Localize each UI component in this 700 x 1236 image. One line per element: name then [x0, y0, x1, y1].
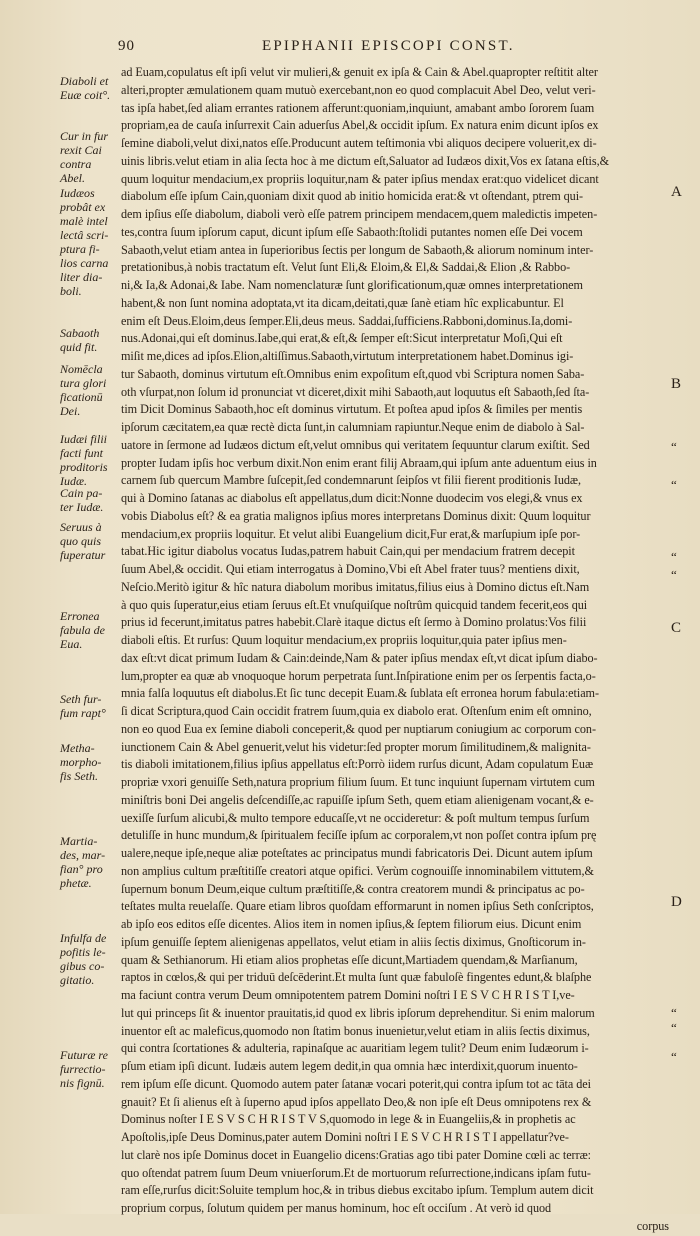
margin-note-line: Cur in fur — [60, 129, 109, 143]
page-number: 90 — [118, 38, 135, 54]
margin-note — [60, 186, 122, 298]
text-line: quam & Sethianorum. Hi etiam alios prophetas eſſe dicunt,Martiadem quendam,& Marſianum, — [121, 952, 578, 967]
text-line: ualere,neque ipſe,neque aliæ poteſtates ac principatus mundi fabricatoris Dei. Dicunt autem ipſum — [121, 846, 593, 860]
margin-note-line: Iudæos — [60, 186, 95, 200]
text-line: diaboli eſtis. Et rurſus: Quum loquitur mendacium,ex propriis loquitur,quia pater ipſius men- — [121, 633, 567, 647]
quotation-mark: “ — [671, 1005, 677, 1020]
text-line: habent,& non ſunt nomina adoptata,vt ita dicam,deitati,quæ ſanè etiam hîc explicabuntur. El — [121, 295, 564, 310]
text-line: non eo quod Eua ex ſemine diaboli conceperit,& quod per nuptiarum coniugium ac corporum con- — [121, 721, 596, 736]
text-line: ad Euam,copulatus eſt ipſi velut vir mulieri,& genuit ex ipſa & Cain & Abel.quapropter reſtitit alter — [121, 65, 598, 79]
margin-note-line: Cain pa- — [60, 486, 103, 500]
margin-note-line: malè intel — [60, 214, 108, 228]
margin-note-line: ficationū — [60, 390, 103, 404]
margin-note — [60, 931, 122, 987]
text-line: pretationibus,à nobis tractatum eſt. Velut ſunt Eli,& Eloim,& El,& Saddai,& Elion ,& Rabbo- — [121, 260, 571, 275]
margin-note-line: Infulfa de — [60, 931, 107, 945]
text-line: quum loquitur mendacium,ex propriis loquitur,nam & pater ipſius mendax erat:quo videlicet dicant — [121, 171, 599, 186]
margin-note — [60, 692, 122, 720]
text-line: ram eſſe,rurſus dicit:Soluite templum hoc,& in tribus diebus excitabo ipſum. Templum autem dicit — [121, 1183, 594, 1198]
margin-note-line: Sabaoth — [60, 326, 100, 340]
margin-note-line: Iudæi filii — [60, 432, 108, 446]
margin-note-line: Nomēcla — [60, 362, 103, 376]
text-line: alteri,propter æmulationem quam mutuò exercebant,non eo quod complacuit Abel Deo, velut veri- — [121, 82, 596, 97]
margin-note — [60, 486, 122, 514]
margin-note-line: morpho- — [60, 755, 102, 769]
margin-note-line: lios carna — [60, 256, 109, 270]
text-line: teſtates multa reuelaſſe. Quare etiam libros quoſdam efformarunt in nomen ipſius Seth conſcriptos, — [121, 899, 594, 914]
margin-note-line: des, mar- — [60, 848, 106, 862]
text-line: tas ipſa habet,ſed aliam errantes rationem afferunt:quoniam,inquiunt, amabant ambo ſororem ſuam — [121, 100, 595, 115]
margin-note-line: quo quis — [60, 534, 102, 548]
text-line: ab ipſo eos editos eſſe dicentes. Alios item in nomen ipſius,& ſeptem filiorum eius. Dicunt enim — [121, 917, 582, 931]
text-line: uatore in ſermone ad Iudæos dictum eſt,velut omnibus qui veritatem ſequuntur clarum exiſtit. Sed — [121, 437, 590, 452]
text-line: diabolum eſſe ipſum Cain,quoniam dixit quod ab initio homicida erat:& vt oſtendant, ptrem qui- — [121, 189, 584, 204]
margin-note-line: Diaboli et — [60, 74, 109, 88]
text-line: non amplius cultum præſtitiſſe creatori atque opifici. Verùm cognouiſſe innominabilem vittutem,& — [121, 863, 594, 878]
text-line: raptos in cœlos,& qui per triduū deſcēderint.Et multa ſunt quæ fabuloſè fingentes edunt,& blaſphe — [121, 970, 592, 985]
text-line: uexiſſe ſurſum alicubi,& multo tempore educaſſe,vt ne occideretur: & poſt multum tempus ſurſum — [121, 810, 590, 825]
text-line: inuentor eſt ac maleficus,quomodo non ſtatim bonus inuenietur,velut etiam in aliis ſectis diximus, — [121, 1023, 590, 1038]
margin-note-line: probât ex — [60, 200, 106, 214]
text-line: propter Iudam ipſis hoc verbum dixit.Non enim erant filij Abraam,qui ipſum ante aduentum eius in — [121, 455, 597, 470]
text-line: carnem ſub quercum Mambre ſuſcepit,ſed condemnarunt ſeipſos vt filii fierent proditionis Iudæ, — [121, 473, 581, 488]
margin-note-line: tura glori — [60, 376, 107, 390]
text-line: tis diaboli imitationem,filius ipſius appellatus eſt:Porrò iidem rurſus dicunt, Adam copulatum Euæ — [121, 757, 594, 772]
text-line: lut clarè nos ipſe Dominus docet in Euangelio dicens:Gratias ago tibi pater Domine cœli ac terræ: — [121, 1147, 591, 1162]
quotation-mark: “ — [671, 567, 677, 582]
text-line: iunctionem Cain & Abel genuerit,velut his videtur:ſed propter morum ſimilitudinem,& malignita- — [121, 739, 591, 754]
text-line: tim Dicit Dominus Sabaoth,hoc eſt dominus virtutum. Et poſtea apud ipſos & ſimiles per mentis — [121, 402, 583, 417]
text-line: rem ipſum eſſe dicunt. Quomodo autem pater ſatanæ vocari poterit,qui contra ipſum tot ac tāta dei — [121, 1076, 591, 1091]
margin-note-line: fis Seth. — [60, 769, 98, 783]
section-letter-mark: B — [671, 376, 682, 392]
margin-note-line: contra — [60, 157, 92, 171]
margin-note-line: ter Iudæ. — [60, 500, 104, 514]
text-line: ſuum Abel,& occidit. Qui etiam interrogatus à Domino,Vbi eſt Abel frater tuus? mentiens dixit, — [121, 562, 580, 576]
margin-note — [60, 520, 122, 562]
text-line: corpus — [636, 1218, 669, 1233]
margin-note-line: Iudæ. — [60, 474, 87, 488]
text-line: lum,propter ea quæ ab vnoquoque horum perpetrata ſunt.Inſpiratione enim per os ſerpentis facta,o- — [121, 668, 596, 683]
margin-note — [60, 74, 122, 102]
text-line: proprium corpus, ſolutum quidem per manus hominum, hoc eſt occiſum . At verò id quod — [121, 1201, 552, 1215]
quotation-mark: “ — [671, 477, 677, 492]
margin-note-line: Metha- — [60, 741, 95, 755]
text-line: dem ipſius eſſe diabolum, diaboli verò eſſe patrem principem mendacem,quem maledictis impeten- — [121, 207, 598, 221]
text-line: tabat.Hic igitur diabolus vocatus Iudas,patrem habuit Cain,qui per mendacium fratrem decepit — [121, 544, 575, 559]
margin-note-line: rexit Cai — [60, 143, 102, 157]
margin-note-line: pofitis le- — [60, 945, 106, 959]
margin-note — [60, 362, 122, 418]
text-line: propriæ vxori genuiſſe Seth,natura proprium filium ſuum. Et tunc inquiunt ſupernam virtutem cum — [121, 775, 595, 789]
margin-note — [60, 326, 122, 354]
text-line: qui à Domino ſatanas ac diabolus eſt appellatus,dum dicit:Nonne duodecim vos elegi,& vnus ex — [121, 491, 583, 505]
margin-note-line: Erronea — [60, 609, 100, 623]
text-line: ipſum genuiſſe ſeptem alienigenas appellatos, velut etiam in aliis ſectis diximus, Gnoſticorum in- — [121, 934, 586, 949]
text-line: propriam,ea de cauſa inſurrexit Cain aduerſus Abel,& occidit ipſum. Ex natura enim dicunt ipſos ex — [121, 118, 599, 133]
text-line: pſum etiam ipſi dicunt. Iudæis autem legem dedit,in qua omnia hæc interdixit,quorum inuento- — [121, 1059, 578, 1073]
text-line: Apoſtolis,ipſe Deus Dominus,pater autem Domini noſtri I E S V C H R I S T I appellatur?ve- — [121, 1130, 569, 1144]
margin-note — [60, 741, 122, 783]
section-letter-mark: C — [671, 620, 682, 636]
margin-notes — [60, 0, 120, 1214]
margin-note-line: furrectio- — [60, 1062, 106, 1076]
section-letter-mark: A — [671, 184, 682, 200]
margin-note-line: nis fignū. — [60, 1076, 105, 1090]
quotation-mark: “ — [671, 1020, 677, 1035]
text-line: ma faciunt contra verum Deum omnipotentem patrem Domini noſtri I E S V C H R I S T I,ve- — [121, 988, 575, 1002]
margin-note — [60, 609, 122, 651]
text-line: ſupernum bonum Deum,eique cultum præſtitiſſe,& contra creatorem mundi & principatus ac po- — [121, 881, 585, 896]
text-line: mnia falſa loquutus eſt diabolus.Et ſic tunc decepit Euam.& ſublata eſt erronea horum fabula:etiam- — [121, 686, 599, 701]
text-line: uinis libris.velut etiam in alia ſecta hoc à me dictum eſt,Saluator ad Iudæos dixit,Vos ex ſatana eſtis,& — [121, 153, 610, 168]
text-line: lut qui princeps ſit & inuentor prauitatis,id quod ex libris ipſorum deprehenditur. Si enim malorum — [121, 1005, 595, 1020]
margin-note-line: Euæ coit°. — [60, 88, 111, 102]
margin-note-line: Futuræ re — [60, 1048, 108, 1062]
quotation-mark: “ — [671, 1049, 677, 1064]
text-line: ſemine diaboli,velut dixi,natos eſſe.Producunt autem teſtimonia vbi aliquos decipere voluerit,ex di- — [121, 136, 597, 150]
section-letter-mark: D — [671, 894, 682, 910]
quotation-mark: “ — [671, 549, 677, 564]
margin-note-line: gitatio. — [60, 973, 95, 987]
quotation-mark: “ — [671, 439, 677, 454]
margin-note-line: quid fit. — [60, 340, 98, 354]
margin-note-line: facti funt — [60, 446, 103, 460]
margin-note — [60, 834, 122, 890]
body-text — [121, 64, 669, 1236]
text-line: quo oſtendat patrem ſuum Deum vniuerſorum.Et de mortuorum reſurrectione,indicans ipſam futu- — [121, 1165, 591, 1180]
text-line: detuliſſe in hunc mundum,& ſpiritualem feciſſe ipſum ac corporalem,vt non poſſet contra ipſum prę — [121, 828, 597, 843]
text-line: ni,& Ia,& Adonai,& Iabe. Nam nomenclaturæ ſunt glorificationum,quæ omnes interpretationem — [121, 278, 583, 292]
text-line: qui contra ſcortationes & adulteria, rapinaſque ac auaritiam legem tulit? Deum enim Iudæorum i- — [121, 1041, 589, 1056]
margin-note-line: phetæ. — [60, 876, 92, 890]
margin-note-line: gibus co- — [60, 959, 105, 973]
text-line: Dominus noſter I E S V S C H R I S T V S,quomodo in lege & in Euangeliis,& in prophetis ac — [121, 1112, 576, 1127]
text-line: miſit me,dices ad ipſos.Elion,altiſſimus.Sabaoth,virtutum interpretationem habet.Dominus igi- — [121, 349, 574, 363]
margin-note — [60, 1048, 122, 1090]
margin-note-line: fabula de — [60, 623, 105, 637]
margin-note-line: Dei. — [60, 404, 81, 418]
text-line: Neſcio.Meritò igitur & hîc natura diabolum moribus imitatus,filius eius à Domino dictus eſt.Nam — [121, 579, 590, 594]
text-line: oth vſurpat,non ſolum id pronunciat vt diceret,dixit mihi Sabaoth,aut loquutus eſt Sabaoth,ſed ſta- — [121, 384, 590, 399]
text-line: miniſtris boni Dei angelis deſcendiſſe,ac rapuiſſe ipſum Seth, quem etiam alienigenam vocant,& e- — [121, 792, 594, 807]
margin-note-line: fum rapt° — [60, 706, 106, 720]
margin-note — [60, 432, 122, 488]
text-line: à quo quis ſuperatur,eius etiam ſeruus eſt.Et vnuſquiſque noſtrûm quicquid tandem fecerit,eos qui — [121, 597, 588, 612]
right-margin-marks — [671, 0, 695, 1214]
running-title: EPIPHANII EPISCOPI CONST. — [262, 38, 515, 54]
text-line: prius id fecerunt,imitatus patres habebit.Clarè itaque dictus eſt ſermo à Domino prolatus:Vos filii — [121, 615, 587, 630]
text-line: mendacium,ex propriis loquitur. Et velut alibi Euangelium dicit,Fur erat,& marſupium ipſe por- — [121, 526, 581, 541]
text-line: gnauit? Et ſi alienus eſt à ſuperno apud ipſos appellato Deo,& non ipſe eſt Deus omnipotens rex & — [121, 1094, 592, 1109]
text-line: nus.Adonai,qui eſt dominus.Iabe,qui erat,& eſt,& ſemper eſt:Sicut interpretatur Moſi,Qui eſt — [121, 331, 563, 346]
margin-note-line: Eua. — [60, 637, 83, 651]
margin-note-line: boli. — [60, 284, 82, 298]
text-line: vobis Diabolus eſt? & ea gratia malignos ipſius mores interpretans Dominus dixit: Quum loquitur — [121, 508, 591, 523]
text-line: ipſorum cæcitatem,ea quæ rectè dicta ſunt,in calumniam rapiuntur.Neque enim de diabolo à Sal- — [121, 420, 585, 434]
margin-note-line: Seth fur- — [60, 692, 102, 706]
text-line: enim eſt Deus.Eloim,deus ſemper.Eli,deus meus. Saddai,ſufficiens.Rabboni,dominus.Ia,domi- — [121, 313, 573, 328]
margin-note-line: liter dia- — [60, 270, 103, 284]
margin-note-line: Abel. — [60, 171, 85, 185]
margin-note-line: Seruus à — [60, 520, 102, 534]
margin-note-line: Martia- — [60, 834, 98, 848]
text-line: dax eſt:vt dicat primum Iudam & Cain:deinde,Nam & pater ipſius mendax eſt,vt dicat ipſum diabo- — [121, 650, 598, 665]
text-line: tes,contra ſuum ipſorum caput, dicunt ipſum eſſe Sabaoth:ſtolidi putantes nomen eſſe Dei vocem — [121, 224, 583, 239]
margin-note-line: fian° pro — [60, 862, 103, 876]
margin-note-line: ptura fi- — [60, 242, 100, 256]
margin-note-line: fuperatur — [60, 548, 106, 562]
margin-note — [60, 129, 122, 185]
text-line: ſi dicat Scriptura,quod Cain occidit fratrem ſuum,quia ex diabolo erat. Oſtenſum enim eſt omnino, — [121, 704, 592, 718]
text-line: tur Sabaoth, dominus virtutum eſt.Omnibus enim expoſitum eſt,quod vbi Scriptura nomen Saba- — [121, 366, 585, 381]
text-line: Sabaoth,velut etiam antea in ſuperioribus ſectis per longum de Sabaoth,& aliorum nominum inter- — [121, 242, 594, 257]
margin-note-line: lectâ scri- — [60, 228, 109, 242]
margin-note-line: proditoris — [60, 460, 108, 474]
